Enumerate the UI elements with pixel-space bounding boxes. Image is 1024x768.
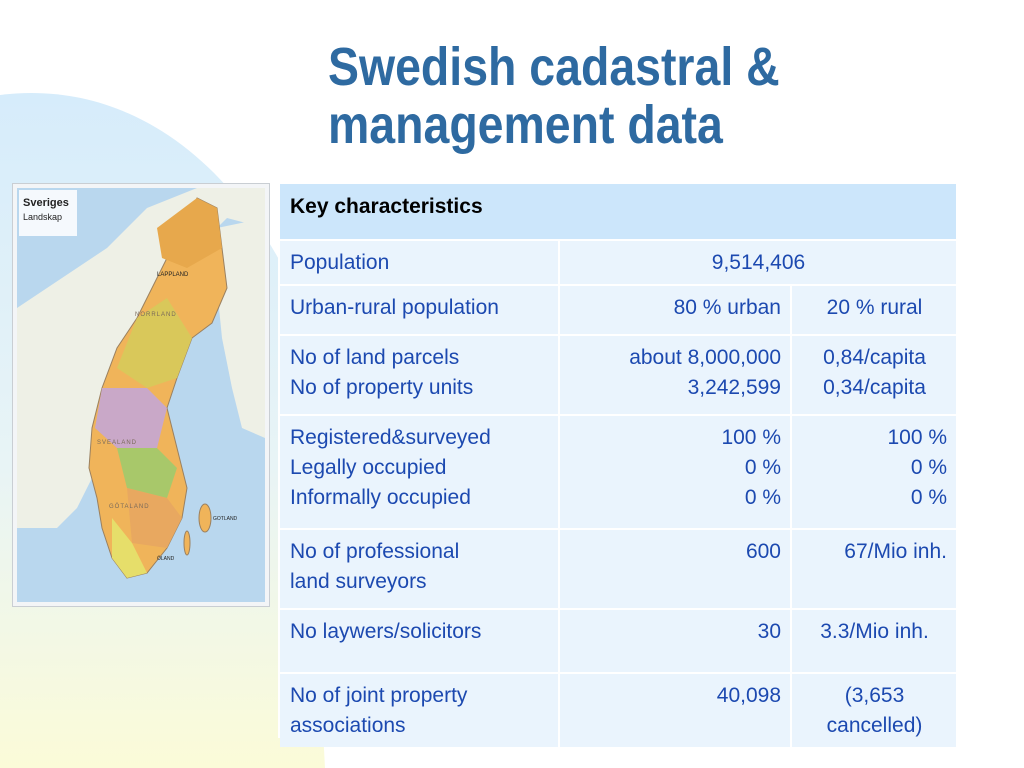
cell-extra: 3.3/Mio inh. (792, 610, 956, 672)
cell-value: 9,514,406 (560, 241, 956, 284)
cell-extra: (3,653 cancelled) (792, 674, 956, 747)
cell-value: 40,098 (560, 674, 790, 747)
row-registration (280, 416, 956, 528)
cell-label: No laywers/solicitors (280, 610, 558, 672)
key-characteristics-table (278, 182, 956, 738)
cell-value: 600 (560, 530, 790, 608)
sweden-map-illustration (17, 188, 265, 602)
cell-label: No of joint property associations (280, 674, 558, 747)
row-joint-property (280, 674, 956, 747)
cell-extra: 100 % 0 % 0 % (792, 416, 956, 528)
row-land-parcels (280, 336, 956, 414)
table-header: Key characteristics (280, 184, 956, 239)
row-population (280, 241, 956, 284)
row-surveyors (280, 530, 956, 608)
map-label-norrland: NORRLAND (135, 312, 177, 318)
map-label-oland: ÖLAND (157, 556, 175, 562)
sweden-map (12, 183, 270, 607)
cell-label: No of land parcels No of property units (280, 336, 558, 414)
cell-label: No of professional land surveyors (280, 530, 558, 608)
cell-value: about 8,000,000 3,242,599 (560, 336, 790, 414)
slide-title (328, 38, 780, 154)
cell-value: 80 % urban (560, 286, 790, 334)
title-line-2: management data (328, 95, 723, 155)
map-title: Sveriges (23, 197, 69, 209)
map-label-lappland: LAPPLAND (157, 272, 189, 278)
cell-label: Registered&surveyed Legally occupied Informally occupied (280, 416, 558, 528)
map-label-svealand: SVEALAND (97, 440, 138, 446)
cell-label: Urban-rural population (280, 286, 558, 334)
cell-value: 100 % 0 % 0 % (560, 416, 790, 528)
cell-value: 30 (560, 610, 790, 672)
cell-label: Population (280, 241, 558, 284)
map-label-gotland: GOTLAND (213, 516, 238, 522)
map-subtitle: Landskap (23, 212, 63, 222)
row-lawyers (280, 610, 956, 672)
row-urban-rural (280, 286, 956, 334)
cell-extra: 67/Mio inh. (792, 530, 956, 608)
cell-extra: 20 % rural (792, 286, 956, 334)
title-line-1: Swedish cadastral & (328, 37, 780, 97)
map-label-gotaland: GÖTALAND (109, 504, 150, 510)
cell-extra: 0,84/capita 0,34/capita (792, 336, 956, 414)
